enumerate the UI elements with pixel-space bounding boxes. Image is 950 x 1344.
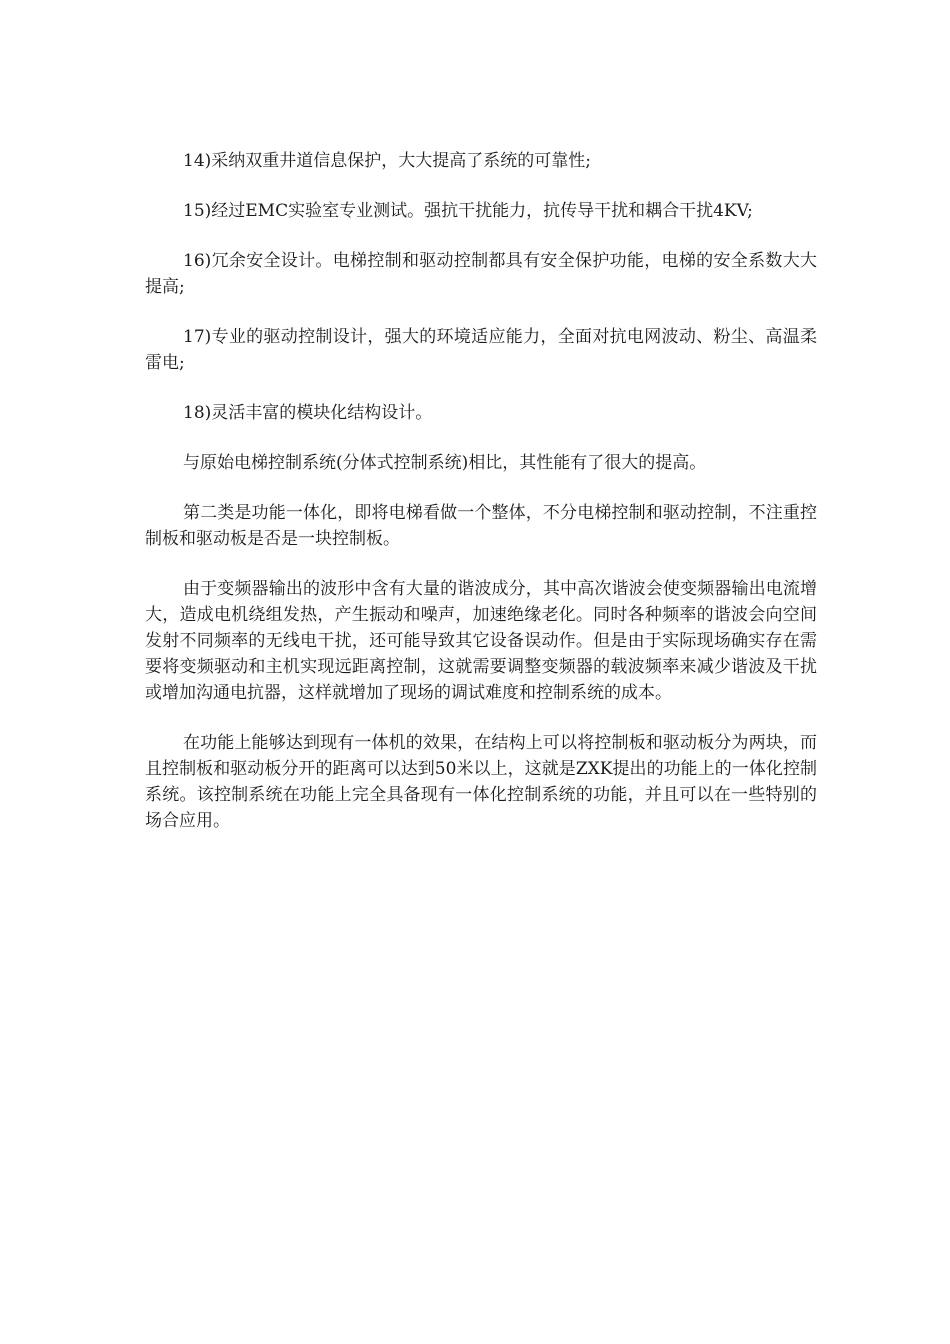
paragraph-second-type: 第二类是功能一体化，即将电梯看做一个整体，不分电梯控制和驱动控制，不注重控制板和驱动板是否是一块控制板。 — [145, 503, 817, 549]
paragraph-comparison: 与原始电梯控制系统(分体式控制系统)相比，其性能有了很大的提高。 — [183, 453, 707, 473]
paragraph-harmonics: 由于变频器输出的波形中含有大量的谐波成分，其中高次谐波会使变频器输出电流增大，造成电机绕组发热，产生振动和噪声，加速绝缘老化。同时各种频率的谐波会向空间发射不同频率的无线电干扰，还可能导致其它设备误动作。但是由于实际现场确实存在需要将变频驱动和主机实现远距离控制，这就需要调整变频器的载波频率来减少谐波及干扰或增加沟通电抗器，这样就增加了现场的调试难度和控制系统的成本。 — [145, 579, 817, 703]
paragraph-feature-17: 17)专业的驱动控制设计，强大的环境适应能力，全面对抗电网波动、粉尘、高温柔雷电; — [145, 327, 817, 373]
paragraph-feature-14: 14)采纳双重井道信息保护，大大提高了系统的可靠性; — [183, 151, 591, 171]
paragraph-feature-15: 15)经过EMC实验室专业测试。强抗干扰能力，抗传导干扰和耦合干扰4KV; — [183, 201, 753, 221]
document-body — [145, 148, 817, 858]
paragraph-feature-16: 16)冗余安全设计。电梯控制和驱动控制都具有安全保护功能，电梯的安全系数大大提高; — [145, 251, 817, 297]
paragraph-integrated-system: 在功能上能够达到现有一体机的效果，在结构上可以将控制板和驱动板分为两块，而且控制板和驱动板分开的距离可以达到50米以上，这就是ZXK提出的功能上的一体化控制系统。该控制系统在功能上完全具备现有一体化控制系统的功能，并且可以在一些特别的场合应用。 — [145, 733, 817, 831]
paragraph-feature-18: 18)灵活丰富的模块化结构设计。 — [183, 403, 433, 423]
